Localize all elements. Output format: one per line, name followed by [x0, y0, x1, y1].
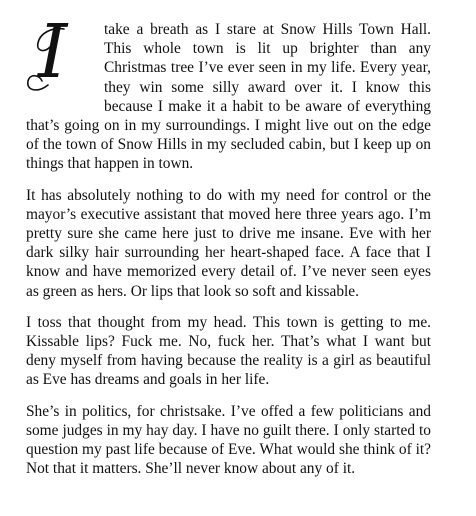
paragraph-2: It has absolutely nothing to do with my need for control or the mayor’s executive assistant that moved here three years ago. I’m pretty sure she came here just to drive me insane. Eve with her dark silky hair surrounding her heart-shaped face. A face that I know and have memorized every detail of. I’ve never seen eyes as green as hers. Or lips that look so soft and kissable. [26, 186, 431, 300]
paragraph-4: She’s in politics, for christsake. I’ve offed a few politicians and some judges in my hay day. I have no guilt there. I only started to question my past life because of Eve. What would she think of it? Not that it matters. She’ll never know about any of it. [26, 402, 431, 478]
paragraph-1-text: take a breath as I stare at Snow Hills Town Hall. This whole town is lit up brighter than any Christmas tree I’ve ever seen in my life. Every year, they win some silly award over it. I know this because I make it a habit to be aware of everything that’s going on in my surroundings. I might live out on the edge of the town of Snow Hills in my secluded cabin, but I keep up on things that happen in town. [26, 21, 431, 173]
book-page [26, 9, 431, 490]
paragraph-1 [26, 9, 431, 174]
paragraph-3: I toss that thought from my head. This town is getting to me. Kissable lips? Fuck me. No, fuck her. That’s what I want but deny myself from having because the reality is a girl as beautiful as Eve has dreams and goals in her life. [26, 313, 431, 389]
drop-cap-letter: I [38, 9, 68, 95]
drop-cap [24, 9, 98, 97]
